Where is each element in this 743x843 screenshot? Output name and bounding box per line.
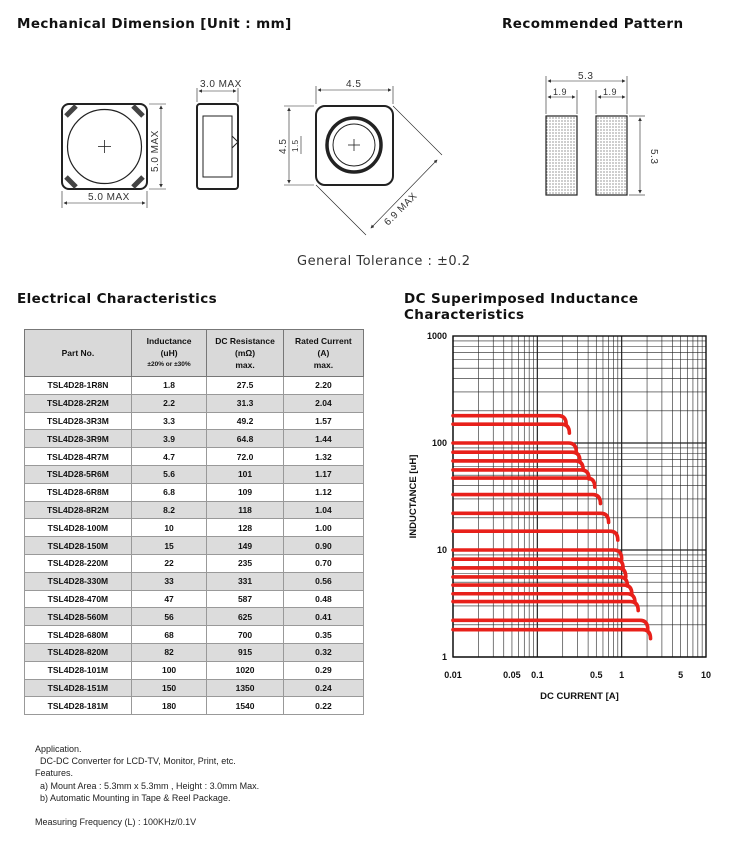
col-inductance-unit: (uH): [160, 348, 178, 358]
cell-rated-current: 1.32: [283, 448, 363, 466]
inductance-curve: [453, 630, 651, 639]
cell-dcr: 109: [207, 483, 283, 501]
cell-part: TSL4D28-100M: [25, 519, 132, 537]
x-tick-label: 0.1: [531, 670, 544, 680]
cell-inductance: 33: [131, 572, 207, 590]
mechanical-drawing: [0, 60, 743, 245]
cell-dcr: 149: [207, 537, 283, 555]
pattern-pad-left: [546, 116, 577, 195]
cell-dcr: 915: [207, 643, 283, 661]
table-row: [25, 679, 364, 697]
table-row: [25, 537, 364, 555]
cell-rated-current: 1.57: [283, 412, 363, 430]
col-rc-unit: (A): [317, 348, 330, 358]
dim-front-height: 5.0 MAX: [150, 130, 161, 172]
table-row: [25, 465, 364, 483]
cell-inductance: 150: [131, 679, 207, 697]
cell-part: TSL4D28-101M: [25, 661, 132, 679]
table-row: [25, 394, 364, 412]
cell-inductance: 68: [131, 626, 207, 644]
note-line: Features.: [35, 768, 74, 779]
cell-rated-current: 1.00: [283, 519, 363, 537]
cell-part: TSL4D28-2R2M: [25, 394, 132, 412]
cell-inductance: 6.8: [131, 483, 207, 501]
x-tick-label: 1: [619, 670, 625, 680]
cell-dcr: 49.2: [207, 412, 283, 430]
dim-bottom-inner: 1.5: [291, 139, 300, 152]
table-row: [25, 661, 364, 679]
cell-part: TSL4D28-560M: [25, 608, 132, 626]
cell-inductance: 10: [131, 519, 207, 537]
cell-dcr: 72.0: [207, 448, 283, 466]
cell-part: TSL4D28-8R2M: [25, 501, 132, 519]
dc-chart: [400, 318, 743, 718]
col-dcr-label: DC Resistance: [215, 336, 275, 346]
cell-dcr: 235: [207, 554, 283, 572]
cell-rated-current: 0.24: [283, 679, 363, 697]
y-axis-label: INDUCTANCE [uH]: [408, 454, 419, 539]
cell-rated-current: 0.90: [283, 537, 363, 555]
cell-inductance: 180: [131, 697, 207, 715]
cell-inductance: 2.2: [131, 394, 207, 412]
x-tick-label: 10: [700, 670, 712, 680]
cell-inductance: 8.2: [131, 501, 207, 519]
note-line: DC-DC Converter for LCD-TV, Monitor, Print, etc.: [35, 756, 236, 767]
cell-rated-current: 1.12: [283, 483, 363, 501]
dim-bottom-height: 4.5: [278, 138, 289, 154]
cell-rated-current: 1.17: [283, 465, 363, 483]
cell-part: TSL4D28-4R7M: [25, 448, 132, 466]
cell-dcr: 331: [207, 572, 283, 590]
table-row: [25, 643, 364, 661]
cell-dcr: 118: [207, 501, 283, 519]
table-row: [25, 626, 364, 644]
cell-part: TSL4D28-820M: [25, 643, 132, 661]
cell-rated-current: 2.20: [283, 377, 363, 395]
cell-part: TSL4D28-220M: [25, 554, 132, 572]
dim-pattern-total: 5.3: [578, 71, 594, 82]
cell-dcr: 625: [207, 608, 283, 626]
col-part: Part No.: [25, 330, 132, 377]
col-dcr: [207, 330, 283, 377]
x-tick-label: 0.01: [444, 670, 462, 680]
cell-part: TSL4D28-6R8M: [25, 483, 132, 501]
table-row: [25, 554, 364, 572]
y-tick-label: 100: [431, 438, 447, 448]
note-line: [35, 804, 259, 816]
cell-part: TSL4D28-1R8N: [25, 377, 132, 395]
cell-dcr: 1350: [207, 679, 283, 697]
cell-rated-current: 0.35: [283, 626, 363, 644]
cell-part: TSL4D28-330M: [25, 572, 132, 590]
note-line: Measuring Frequency (L) : 100KHz/0.1V: [35, 817, 197, 828]
table-row: [25, 501, 364, 519]
notes-block: [35, 743, 259, 828]
table-row: [25, 377, 364, 395]
cell-rated-current: 0.56: [283, 572, 363, 590]
note-line: a) Mount Area : 5.3mm x 5.3mm , Height : 3.0mm Max.: [35, 780, 260, 791]
note-line: Application.: [35, 744, 82, 754]
dim-bottom-width: 4.5: [346, 79, 362, 90]
cell-inductance: 100: [131, 661, 207, 679]
cell-inductance: 56: [131, 608, 207, 626]
cell-rated-current: 0.22: [283, 697, 363, 715]
cell-rated-current: 0.48: [283, 590, 363, 608]
col-inductance-tol: ±20% or ±30%: [147, 361, 191, 368]
y-tick-label: 1: [441, 652, 447, 662]
col-inductance-label: Inductance: [146, 336, 192, 346]
dim-pattern-height: 5.3: [648, 149, 659, 165]
inductance-curve: [453, 424, 569, 433]
cell-inductance: 22: [131, 554, 207, 572]
cell-part: TSL4D28-680M: [25, 626, 132, 644]
dim-side-width: 3.0 MAX: [200, 79, 242, 90]
pattern-pad-right: [596, 116, 627, 195]
cell-dcr: 700: [207, 626, 283, 644]
cell-dcr: 128: [207, 519, 283, 537]
cell-part: TSL4D28-5R6M: [25, 465, 132, 483]
cell-dcr: 1020: [207, 661, 283, 679]
cell-inductance: 82: [131, 643, 207, 661]
dim-front-width: 5.0 MAX: [88, 192, 130, 203]
table-row: [25, 483, 364, 501]
cell-inductance: 3.3: [131, 412, 207, 430]
cell-part: TSL4D28-181M: [25, 697, 132, 715]
cell-rated-current: 0.41: [283, 608, 363, 626]
x-tick-label: 0.05: [503, 670, 521, 680]
cell-inductance: 5.6: [131, 465, 207, 483]
table-row: [25, 590, 364, 608]
cell-part: TSL4D28-3R3M: [25, 412, 132, 430]
cell-dcr: 101: [207, 465, 283, 483]
cell-rated-current: 0.70: [283, 554, 363, 572]
cell-part: TSL4D28-470M: [25, 590, 132, 608]
cell-rated-current: 2.04: [283, 394, 363, 412]
col-rated-current: [283, 330, 363, 377]
cell-rated-current: 1.04: [283, 501, 363, 519]
cell-rated-current: 1.44: [283, 430, 363, 448]
note-line: b) Automatic Mounting in Tape & Reel Package.: [35, 792, 231, 803]
y-tick-label: 10: [436, 545, 447, 555]
table-header-row: [25, 330, 364, 377]
electrical-heading: Electrical Characteristics: [17, 291, 218, 307]
cell-inductance: 15: [131, 537, 207, 555]
cell-part: TSL4D28-3R9M: [25, 430, 132, 448]
col-rc-label: Rated Current: [295, 336, 352, 346]
cell-part: TSL4D28-151M: [25, 679, 132, 697]
col-dcr-unit: (mΩ): [235, 348, 256, 358]
cell-dcr: 31.3: [207, 394, 283, 412]
table-row: [25, 430, 364, 448]
cell-inductance: 3.9: [131, 430, 207, 448]
x-tick-label: 5: [678, 670, 684, 680]
table-row: [25, 608, 364, 626]
table-row: [25, 519, 364, 537]
dc-heading: DC Superimposed Inductance Characteristics: [404, 291, 639, 323]
mechanical-heading: Mechanical Dimension [Unit : mm]: [17, 16, 292, 32]
y-tick-label: 1000: [426, 331, 447, 341]
cell-inductance: 4.7: [131, 448, 207, 466]
table-row: [25, 412, 364, 430]
table-row: [25, 572, 364, 590]
x-axis-label: DC CURRENT [A]: [540, 691, 619, 702]
electrical-table: [24, 329, 364, 715]
cell-rated-current: 0.29: [283, 661, 363, 679]
col-rc-max: max.: [313, 360, 334, 370]
cell-dcr: 27.5: [207, 377, 283, 395]
cell-inductance: 1.8: [131, 377, 207, 395]
plot-frame: [453, 336, 706, 657]
dim-pattern-pad-right: 1.9: [603, 87, 618, 97]
col-inductance: [131, 330, 207, 377]
dim-pattern-pad-left: 1.9: [553, 87, 568, 97]
table-row: [25, 697, 364, 715]
cell-part: TSL4D28-150M: [25, 537, 132, 555]
table-row: [25, 448, 364, 466]
dim-bottom-diag: 6.9 MAX: [382, 190, 420, 229]
cell-rated-current: 0.32: [283, 643, 363, 661]
cell-inductance: 47: [131, 590, 207, 608]
cell-dcr: 64.8: [207, 430, 283, 448]
inductance-curve: [453, 531, 618, 540]
col-dcr-max: max.: [235, 360, 255, 370]
pattern-heading: Recommended Pattern: [502, 16, 684, 32]
cell-dcr: 587: [207, 590, 283, 608]
x-tick-label: 0.5: [590, 670, 603, 680]
cell-dcr: 1540: [207, 697, 283, 715]
general-tolerance: General Tolerance : ±0.2: [297, 254, 471, 269]
